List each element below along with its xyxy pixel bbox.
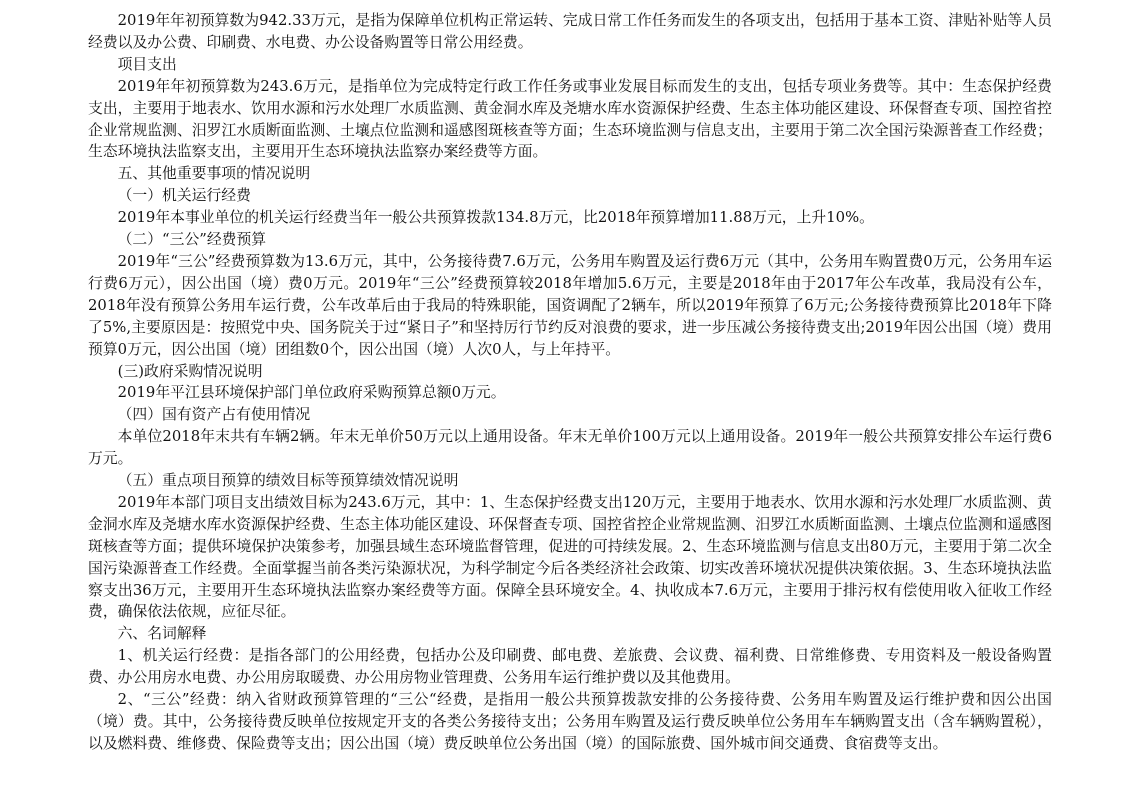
heading-three-public-expenses: （二）“三公”经费预算 [117,231,267,249]
paragraph-state-assets: 本单位2018年末共有车辆2辆。年末无单价50万元以上通用设备。年末无单价100万元以上通用设备。2019年一般公共预算安排公车运行费6万元。 [88,428,1052,468]
paragraph-term-operating-expenses: 1、机关运行经费：是指各部门的公用经费，包括办公及印刷费、邮电费、差旅费、会议费、福利费、日常维修费、专用资料及一般设备购置费、办公用房水电费、办公用房取暖费、办公用房物业管理费、公务用车运行维护费以及其他费用。 [88,647,1052,687]
paragraph-project-expenditure: 2019年年初预算数为243.6万元，是指单位为完成特定行政工作任务或事业发展目标而发生的支出，包括专项业务费等。其中：生态保护经费支出，主要用于地表水、饮用水源和污水处理厂水质监测、黄金洞水库及尧塘水库水资源保护经费、生态主体功能区建设、环保督查专项、国控省控企业常规监测、汨罗江水质断面监测、土壤点位监测和遥感图斑核查等方面；生态环境监测与信息支出，主要用于第二次全国污染源普查工作经费；生态环境执法监察支出，主要用开生态环境执法监察办案经费等方面。 [88,77,1052,161]
heading-performance-goals: （五）重点项目预算的绩效目标等预算绩效情况说明 [117,472,459,490]
heading-section-six: 六、名词解释 [117,625,207,643]
paragraph-performance-goals: 2019年本部门项目支出绩效目标为243.6万元，其中：1、生态保护经费支出120万元，主要用于地表水、饮用水源和污水处理厂水质监测、黄金洞水库及尧塘水库水资源保护经费、生态主体功能区建设、环保督查专项、国控省控企业常规监测、汨罗江水质断面监测、土壤点位监测和遥感图斑核查等方面；提供环境保护决策参考，加强县域生态环境监督管理，促进的可持续发展。2、生态环境监测与信息支出80万元，主要用于第二次全国污染源普查工作经费。全面掌握当前各类污染源状况，为科学制定今后各类经济社会政策、切实改善环境状况提供决策依据。3、生态环境执法监察支出36万元，主要用开生态环境执法监察办案经费等方面。保障全县环境安全。4、执收成本7.6万元，主要用于排污权有偿使用收入征收工作经费，确保依法依规，应征尽征。 [88,493,1052,621]
heading-operating-expenses: （一）机关运行经费 [117,187,251,205]
heading-procurement: (三)政府采购情况说明 [117,362,263,380]
heading-project-expenditure: 项目支出 [117,55,177,73]
paragraph-operating-expenses: 2019年本事业单位的机关运行经费当年一般公共预算拨款134.8万元，比2018年预算增加11.88万元，上升10%。 [117,209,874,227]
heading-section-five: 五、其他重要事项的情况说明 [117,165,311,183]
paragraph-term-three-public: 2、“三公”经费：纳入省财政预算管理的“三公“经费，是指用一般公共预算拨款安排的公务接待费、公务用车购置及运行维护费和因公出国（境）费。其中，公务接待费反映单位按规定开支的各类公务接待支出；公务用车购置及运行费反映单位公务用车车辆购置支出（含车辆购置税），以及燃料费、维修费、保险费等支出；因公出国（境）费反映单位公务出国（境）的国际旅费、国外城市间交通费、食宿费等支出。 [88,691,1052,752]
paragraph-procurement: 2019年平江县环境保护部门单位政府采购预算总额0万元。 [117,384,506,402]
document-body [88,10,1052,755]
heading-state-assets: （四）国有资产占有使用情况 [117,406,311,424]
paragraph-three-public-expenses: 2019年“三公”经费预算数为13.6万元，其中，公务接待费7.6万元，公务用车购置及运行费6万元（其中，公务用车购置费0万元，公务用车运行费6万元），因公出国（境）费0万元。2019年“三公”经费预算较2018年增加5.6万元，主要是2018年由于2017年公车改革，我局没有公车，2018年没有预算公务用车运行费，公车改革后由于我局的特殊职能，国资调配了2辆车，所以2019年预算了6万元;公务接待费预算比2018年下降了5%,主要原因是：按照党中央、国务院关于过“紧日子”和坚持厉行节约反对浪费的要求，进一步压减公务接待费支出;2019年因公出国（境）费用预算0万元，因公出国（境）团组数0个，因公出国（境）人次0人，与上年持平。 [88,252,1052,358]
paragraph-basic-expenditure: 2019年年初预算数为942.33万元，是指为保障单位机构正常运转、完成日常工作任务而发生的各项支出，包括用于基本工资、津贴补贴等人员经费以及办公费、印刷费、水电费、办公设备购置等日常公用经费。 [88,12,1052,51]
